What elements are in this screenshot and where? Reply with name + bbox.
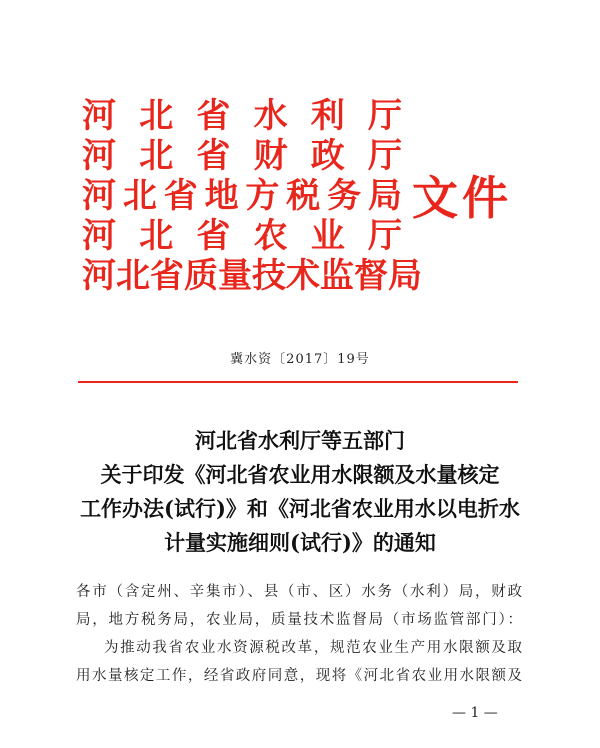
title-line: 河北省水利厅等五部门 [195, 428, 405, 453]
document-number: 冀水资〔2017〕19号 [230, 352, 370, 367]
issuer-finance: 河北省财政厅 [82, 136, 402, 176]
red-divider-line [78, 381, 518, 383]
title-line: 计量实施细则(试行)》的通知 [164, 530, 436, 555]
title-line: 工作办法(试行)》和《河北省农业用水以电折水 [80, 496, 520, 521]
issuer-agriculture: 河北省农业厅 [82, 216, 402, 256]
issuer-quality-supervision: 河北省质量技术监督局 [82, 256, 422, 296]
body-line-paragraph: 用水量核定工作，经省政府同意，现将《河北省农业用水限额及 [76, 668, 522, 684]
title-line: 关于印发《河北省农业用水限额及水量核定 [100, 462, 500, 487]
notice-title [60, 424, 540, 560]
issuer-local-tax: 河北省地方税务局 [82, 176, 402, 216]
issuing-authorities [82, 96, 422, 296]
page-number: — 1 — [452, 705, 498, 721]
body-line-recipients: 局，地方税务局，农业局，质量技术监督局（市场监管部门）： [76, 612, 522, 628]
notice-body [76, 578, 522, 690]
body-line-paragraph: 为推动我省农业水资源税改革，规范农业生产用水限额及取 [104, 640, 522, 656]
issuer-water-resources: 河北省水利厅 [82, 96, 402, 136]
body-line-recipients: 各市（含定州、辛集市）、县（市、区）水务（水利）局，财政 [76, 584, 522, 600]
document-label: 文件 [412, 171, 512, 225]
